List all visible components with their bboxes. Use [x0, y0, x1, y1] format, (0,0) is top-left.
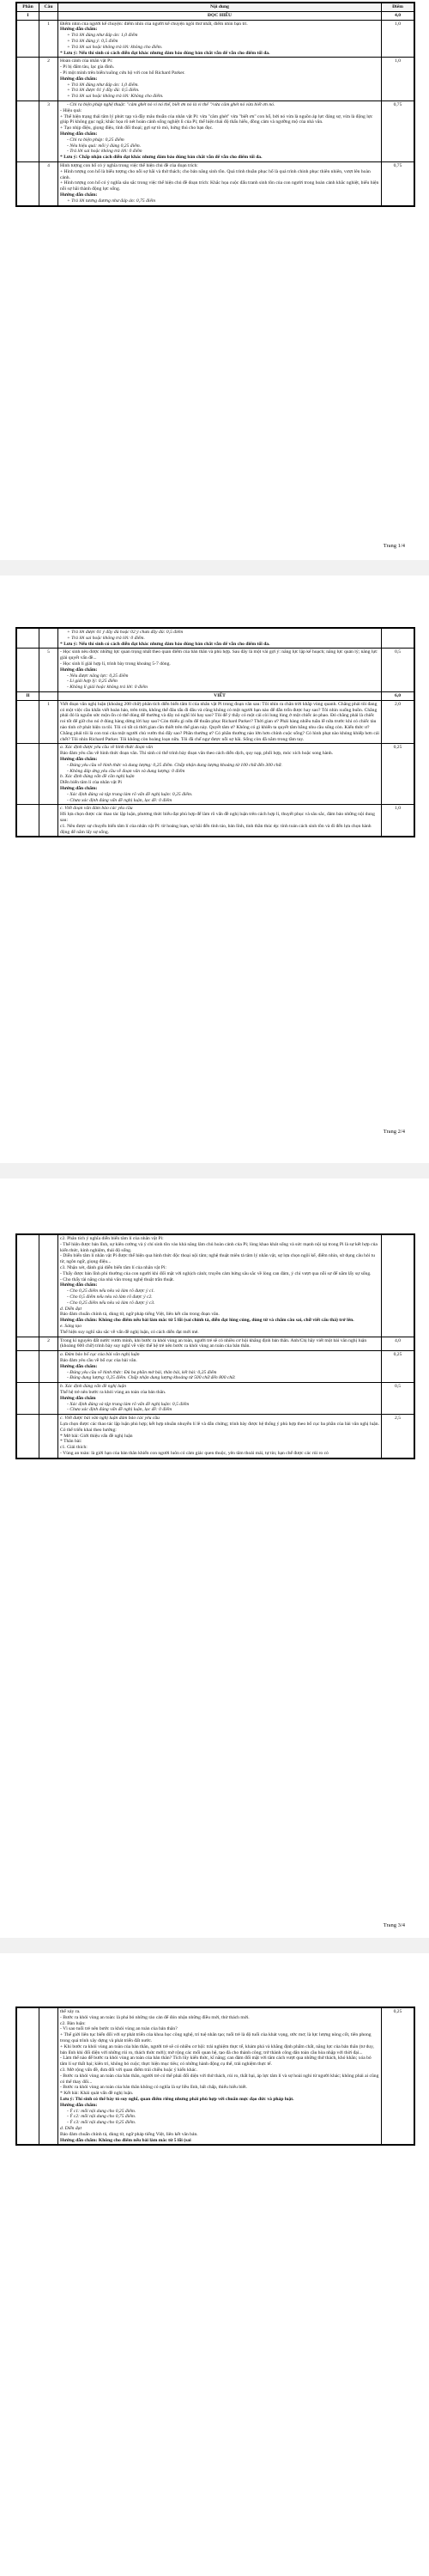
- row-content: [58, 1383, 382, 1415]
- table-row: [17, 744, 414, 805]
- section-part: II: [17, 691, 39, 700]
- content-line: - Xác định đúng và tập trung làm rõ vấn đề nghị luận: 0,25 điểm.: [67, 791, 193, 797]
- row-score: 4,0: [382, 1337, 414, 1351]
- section-part: I: [17, 11, 39, 20]
- content-line: + Tạo nhịp điệu, giọng điệu, tính đối thoại; gợi sự tò mò, hứng thú cho bạn đọc.: [60, 125, 214, 131]
- content-line: Hướng dẫn chấm:: [60, 1282, 98, 1288]
- content-line: + Trả lời đúng như đáp án: 1,0 điểm: [67, 33, 138, 39]
- content-line: c. Viết đoạn văn đảm bảo các yêu cầu: [60, 806, 133, 812]
- content-line: + Trả lời được 01 ý đầy đủ hoặc 02 ý chưa đầy đủ: 0,5 điểm: [67, 630, 184, 635]
- content-line: c2. Bàn luận:: [60, 2020, 86, 2026]
- row-content: [58, 100, 382, 161]
- page-number: Trang 3/4: [383, 1922, 405, 1928]
- content-line: Hướng dẫn chấm:: [60, 785, 98, 791]
- row-score: [382, 1235, 414, 1337]
- content-line: Hướng dẫn chấm:: [60, 76, 98, 82]
- content-line: Bảo đảm yêu cầu về bố cục của bài văn.: [60, 1357, 137, 1363]
- content-line: Hướng dẫn chấm: [60, 1395, 96, 1401]
- content-line: Hướng dẫn chấm: Không cho điểm nếu bài làm mắc từ 5 lỗi (sai: [60, 2137, 191, 2143]
- content-line: + Hình tượng con hổ có ý nghĩa sâu sắc trong việc thể hiện chủ đề đoạn trích: Khắc họa cuộc đấu tranh sinh tồn của con người trong hoàn cảnh khắc nghiệt, biểu hiện nỗi sợ hãi thành động lực sống.: [60, 180, 379, 192]
- row-content: [58, 805, 382, 837]
- content-line: - Nêu hiệu quả: mỗi ý đúng 0,25 điểm.: [67, 143, 142, 149]
- content-line: + Trả lời sai hoặc không trả lời: không cho điểm.: [67, 44, 163, 50]
- table-row: [17, 20, 414, 58]
- content-line: c. Viết được bài văn nghị luận đảm bảo các yêu cầu: [60, 1416, 160, 1422]
- row-score: 1,0: [382, 20, 414, 58]
- row-score: 0,75: [382, 100, 414, 161]
- content-line: - Vì sao tuổi trẻ nên bước ra khỏi vùng an toàn của bản thân?: [60, 2026, 178, 2032]
- section-title: VIẾT: [58, 691, 382, 700]
- question-number: [39, 629, 58, 649]
- content-line: Bảo đảm yêu cầu về hình thức đoạn văn. Thí sinh có thể trình bày đoạn văn theo cách diễn dịch, quy nạp, phối hợp, móc xích hoặc song hành.: [60, 751, 334, 757]
- content-line: Hướng dẫn chấm:: [60, 192, 98, 198]
- row-score: 1,0: [382, 805, 414, 837]
- row-content: [58, 1351, 382, 1383]
- content-line: - Bước ra khỏi vùng an toàn của bản thân không có nghĩa là sự liều lĩnh, bất chấp, thiếu hiểu biết.: [60, 2085, 248, 2091]
- content-line: Hướng dẫn chấm:: [60, 27, 98, 33]
- content-line: - Đúng yêu cầu về hình thức: Đủ ba phần mở bài, thân bài, kết bài: 0,25 điểm: [67, 1369, 217, 1375]
- content-line: Hướng dẫn chấm:: [60, 756, 98, 762]
- content-line: Hướng dẫn chấm:: [60, 1363, 98, 1369]
- row-score: [382, 629, 414, 649]
- question-number: [39, 1415, 58, 1459]
- content-line: + Trả lời sai hoặc không trả lời: Không cho điểm.: [67, 94, 164, 100]
- table-row: [17, 1337, 414, 1351]
- content-line: + Thế giới liên tục biến đổi với sự phát triển của khoa học công nghệ, trí tuệ nhân tạo; tuổi trẻ là độ tuổi của khát vọng, ước mơ; là lực lượng nòng cốt, tiên phong trong quá trình xây dựng và phát triển đất nước.: [60, 2032, 372, 2043]
- content-line: a. Đảm bảo bố cục của bài văn nghị luận: [60, 1352, 140, 1358]
- row-score: 0,25: [382, 1351, 414, 1383]
- content-line: - Không lí giải hoặc không trả lời: 0 điểm: [67, 685, 148, 691]
- content-line: - Đúng dung lượng: 0,25 điểm. Chấp nhận dung lượng khoảng từ 500 chữ đến 800 chữ.: [67, 1375, 236, 1381]
- question-number: 1: [39, 700, 58, 744]
- content-line: - Học sinh lí giải hợp lí, trình bày trong khoảng 5-7 dòng.: [60, 661, 171, 667]
- content-line: - Cho thấy tài năng của nhà văn trong nghệ thuật trần thuật.: [60, 1276, 175, 1282]
- section-score: 6,0: [382, 691, 414, 700]
- grading-table-page-1: [15, 2, 415, 207]
- content-line: e. Sáng tạo: [60, 1323, 82, 1329]
- content-line: d. Diễn đạt: [60, 1306, 82, 1312]
- row-score: 1,0: [382, 58, 414, 101]
- content-line: Thế hệ trẻ nên bước ra khỏi vùng an toàn của bản thân.: [60, 1389, 166, 1395]
- content-line: + Hình tượng con hổ là biểu tượng cho nỗi sợ hãi và thử thách; cho bản năng sinh tồn. Quá trình thuần phục hổ là quá trình chinh phục thiên nhiên, vượt lên hoàn cảnh.: [60, 168, 371, 180]
- content-line: - Học sinh nêu được những lực quan trọng nhất theo quan điểm của bản thân và phù hợp. Sau đây là một vài gợi ý: năng lực lập kế hoạch; năng lực quản lý; năng lực giải quyết vấn đề...: [60, 649, 378, 661]
- page-2: [0, 577, 429, 1161]
- content-line: c3. Nhận xét, đánh giá diễn biến tâm lí của nhân vật Pi:: [60, 1264, 166, 1270]
- content-line: c1. Giải thích:: [60, 1445, 88, 1451]
- content-line: - Pi một mình trên biển/xuồng cứu hộ với con hổ Richard Parker.: [60, 70, 185, 76]
- content-line: Bảo đảm chuẩn chính tả, dùng từ, ngữ pháp tiếng Việt, liên kết câu trong đoạn văn.: [60, 1312, 220, 1318]
- content-line: HS lựa chọn được các thao tác lập luận, phương thức biểu đạt phù hợp để làm rõ vấn đề nghị luận trên cách hợp lí, thuyết phục và sâu sắc, đảm bảo những nội dung sau:: [60, 812, 375, 823]
- content-line: - Trả lời sai hoặc không trả lời: 0 điểm: [67, 149, 142, 155]
- row-score: 0,5: [382, 1383, 414, 1415]
- content-line: - Bước ra khỏi vùng an toàn: là phá bỏ những rào cản để đón nhận những điều mới, thử thách mới.: [60, 2014, 250, 2020]
- content-line: Hướng dẫn chấm: Không cho điểm nếu bài làm mắc từ 5 lỗi (sai chính tả, diễn đạt lủng củng, dùng từ và chấm câu sai, chữ viết cẩu thả) trở lên.: [60, 1318, 354, 1324]
- content-line: - Ý c1: mỗi nội dung cho 0,25 điểm.: [67, 2108, 136, 2114]
- table-row: [17, 700, 414, 744]
- row-content: [58, 700, 382, 744]
- content-line: thể xảy ra.: [60, 2009, 81, 2014]
- grading-table-page-4: [15, 2007, 415, 2146]
- content-line: - Lí giải hợp lý: 0,25 điểm: [67, 679, 118, 685]
- page-gap: [0, 1938, 429, 1953]
- content-line: - Chưa xác định đúng vấn đề nghị luận, lạc đề: 0 điểm: [67, 797, 172, 803]
- content-line: * Lưu ý: Chấp nhận cách diễn đạt khác nhưng đảm bảo đúng bản chất vẫn để vẫn cho điểm tối đa.: [60, 155, 263, 161]
- row-content: [58, 161, 382, 205]
- content-line: Hình tượng con hổ có ý nghĩa trong việc thể hiện chủ đề của đoạn trích:: [60, 162, 198, 168]
- page4-content: [58, 2008, 382, 2145]
- content-line: - Thể hiện được bản lĩnh, sự kiên cường và ý chí sinh tồn vào khả năng lâm chủ hoàn cảnh của Pi; lòng khao khát sống và sức mạnh nội tại trong Pi là sự kết hợp của kiến thức, kinh nghiệm, thái độ sống.: [60, 1241, 378, 1253]
- table-row: [17, 805, 414, 837]
- row-score: 0,25: [382, 2008, 414, 2145]
- content-line: b. Xác định đúng vấn đề cần nghị luận: [60, 774, 135, 780]
- header-score: Điểm: [382, 3, 414, 12]
- row-content: [58, 58, 382, 101]
- section-title: ĐỌC HIỂU: [58, 11, 382, 20]
- content-line: d. Diễn đạt: [60, 2125, 82, 2131]
- row-content: [58, 1337, 382, 1351]
- section-score: 4,0: [382, 11, 414, 20]
- page-number: Trang 1/4: [383, 543, 405, 549]
- row-content: [58, 649, 382, 692]
- question-number: 1: [39, 20, 58, 58]
- content-line: Hướng dẫn chấm:: [60, 667, 98, 673]
- grading-table-page-3: [15, 1233, 415, 1459]
- content-line: - Bước ra khỏi vùng an toàn của bản thân, người trẻ có thể phải đối diện với thử thách, rủi ro, thất bại, áp lực tâm lí và sự hoài nghi từ người khác; không phải ai cũng có thể thay đổi...: [60, 2073, 379, 2085]
- row-content: [58, 20, 382, 58]
- content-line: Hướng dẫn chấm:: [60, 2102, 98, 2108]
- content-line: - Hiệu quả:: [60, 107, 82, 113]
- content-line: + Trả lời đúng như đáp án: 1,0 điểm.: [67, 82, 139, 88]
- content-line: - Làm thế nào để bước ra khỏi vùng an toàn của bản thân? Tích lũy kiến thức, kĩ năng; can đảm đối mặt với tâm cách vượt qua những thử thách, khó khăn; xóa bỏ tâm lí sợ thất bại; kiên trì, không bỏ cuộc; thực hiện mục tiêu; có những hành động cụ thể, trải nghiệm thực tế.: [60, 2055, 372, 2067]
- row-score: 2,5: [382, 1415, 414, 1459]
- content-line: Viết đoạn văn nghị luận (khoảng 200 chữ) phân tích diễn biến tâm lí của nhân vật Pi trong đoạn văn sau: Tôi nhìn ra chân trời khắp vùng quanh. Chẳng phải tôi đang có một việc cần khẩn viết hoàn hảo, trên trứa, không thể đâu tấu đi đâu và cũng không có một người bạn nào để dẫn trốn được hay sao? Tôi nhìn xuống buồn. Chẳng phải đó là nguồn sức mộn ổn có thể dùng để thường và dãy nó nghĩ lỏi hay sao? Tôi để ý thấy có một cái còi lung lủng ở một chiếc áo phao. Đó chẳng phải là chiếc roi tốt để giữ cho nó ở đúng hàng dừng lời hay sao? Còn thiếu gì nữa để thuần phục Richard Parker? Thời gian ư? Phải hàng nhiều tuần lễ nữa trước khi có chiếc tàu nào tình cờ phát hiện ra tôi. Tôi có tất cả thời gian cần thiết trên thế gian này. Quyết tâm ư? Không có gì khiến ta quyết tâm bằng nhu cầu sống còn. Kiến thức ư? Chẳng phải tôi là con trai của một người chủ vườn thú đấy sao? Phần thưởng ư? Có phần thưởng nào lớn hơn chính cuộc sống? Có hình phạt nào khủng khiếp hơn cái chết? Tôi nhìn Richard Parker. Tôi không còn hoảng loạn nữa. Tôi đã chế ngự được nỗi sợ hãi. Sống còn đã nằm trong tầm tay.: [60, 701, 379, 742]
- content-line: - Diễn biến tâm lí nhân vật Pi được thể hiện qua hình thức độc thoại nội tâm; nghệ thuật miêu tả tâm lý nhân vật, sự lựa chọn ngôi kể, điểm nhìn, sử dụng câu hỏi tu từ, ngôn ngữ, giọng điệu...: [60, 1253, 376, 1265]
- question-number: 2: [39, 1337, 58, 1351]
- content-line: * Thân bài:: [60, 1439, 82, 1445]
- grading-table-page-2: [15, 627, 415, 837]
- table-row: [17, 161, 414, 205]
- content-line: + Trả lời tương đương như đáp án: 0,75 điểm: [67, 198, 155, 204]
- page-1: [0, 0, 429, 558]
- question-number: [39, 1235, 58, 1337]
- content-line: - Ý c3: mỗi nội dung cho 0,25 điểm.: [67, 2120, 136, 2126]
- content-line: - Ý c2: mỗi nội dung cho 0,75 điểm.: [67, 2114, 136, 2120]
- content-line: - Cho 0,5 điểm nếu nêu và làm rõ được ý c2.: [67, 1294, 153, 1300]
- header-question: Câu: [39, 3, 58, 12]
- row-content: [58, 629, 382, 649]
- content-line: - Thấy được bản lĩnh phi thường của con người khi đối mặt với nghịch cảnh; truyền cảm hứng sâu sắc về lòng can đảm, ý chí vượt qua nỗi sợ để nắm lấy sự sống.: [60, 1270, 372, 1276]
- row-score: 0,25: [382, 744, 414, 805]
- content-line: Lựa chọn được các thao tác lập luận phù hợp; kết hợp nhuần nhuyễn lí lẽ và dẫn chứng; trình bày được hệ thống ý phù hợp theo bố cục ba phần của bài văn nghị luận. Có thể triển khai theo hướng:: [60, 1421, 379, 1433]
- row-score: 0,75: [382, 161, 414, 205]
- page-number: Trang 2/4: [383, 1129, 405, 1135]
- page-gap: [0, 560, 429, 575]
- question-number: 4: [39, 161, 58, 205]
- content-line: Hướng dẫn chấm:: [60, 131, 98, 137]
- content-line: - Pi bị đắm tàu, lạc gia đình.: [60, 64, 115, 70]
- table-row: [17, 1351, 414, 1383]
- table-row: [17, 1415, 414, 1459]
- header-part: Phần: [17, 3, 39, 12]
- page-gap: [0, 1163, 429, 1178]
- content-line: * Lưu ý: Nếu thí sinh có cách diễn đạt khác nhưng đảm bảo đúng bản chất vẫn để vẫn cho điểm tối đa.: [60, 50, 270, 56]
- content-line: + Trả lời đúng ý: 0,5 điểm: [67, 38, 118, 44]
- content-line: b. Xác định đúng vấn đề nghị luận: [60, 1384, 127, 1390]
- row-content: [58, 1415, 382, 1459]
- content-line: Lưu ý: Thí sinh có thể bày tỏ suy nghĩ, quan điểm riêng nhưng phải phù hợp với chuẩn mực đạo đức và pháp luật.: [60, 2096, 294, 2102]
- question-number: [39, 1351, 58, 1383]
- question-number: [39, 1383, 58, 1415]
- content-line: + Thể hiện trạng thái tâm lý phức tạp và đầy mâu thuẫn của nhân vật Pi: vừa "căm ghét" vừa "biết ơn" con hổ, bởi nó vừa là nguồn áp lực đáng sợ, vừa là động lực giúp Pi không gục ngã; khắc họa rõ nét hoàn cảnh sống nghiệt lì của Pi; thể hiện thái độ thấu hiểu, đồng cảm và ngưỡng mộ của nhà văn.: [60, 113, 373, 125]
- page-3: [0, 1180, 429, 1936]
- content-line: Điểm nhìn của người kể chuyện: điểm nhìn của người kể chuyện ngôi thứ nhất, điểm nhìn bạn trí.: [60, 21, 248, 27]
- question-number: 2: [39, 58, 58, 101]
- content-line: Hoàn cảnh của nhân vật Pi:: [60, 58, 113, 64]
- content-line: - Không đáp ứng yêu cầu về đoạn văn và dung lượng: 0 điểm: [67, 768, 185, 774]
- content-line: - Chỉ ra biện pháp: 0,25 điểm: [67, 137, 124, 143]
- content-line: - Xác định đúng và tập trung làm rõ vấn đề nghị luận: 0,5 điểm: [67, 1401, 190, 1407]
- table-row: [17, 58, 414, 101]
- table-row: [17, 629, 414, 649]
- header-content: Nội dung: [58, 3, 382, 12]
- content-line: - Nêu được năng lực: 0,25 điểm: [67, 673, 129, 679]
- content-line: Thể hiện suy nghĩ sâu sắc về vấn đề nghị luận, có cách diễn đạt mới mẻ.: [60, 1329, 199, 1335]
- content-line: + Khi bước ra khỏi vùng an toàn của bản thân, người trẻ sẽ có nhiều cơ hội: trải nghiệm thực tế, khám phá và khẳng định phẩm chất, năng lực của bản thân (tư duy, bản lĩnh khi đối diện với những rủi ro, thách thức mới); mở rộng các mối quan hệ, tạo đà cho thành công; trở thành công dân toàn cầu hòa nhập với thời đại...: [60, 2043, 374, 2055]
- content-line: - Đúng yêu cầu về hình thức và dung lượng: 0,25 điểm. Chấp nhận dung lượng khoảng từ 100 chữ đến 300 chữ.: [67, 762, 282, 768]
- content-line: * Mở bài: Giới thiệu vấn đề nghị luận: [60, 1433, 133, 1439]
- content-line: c3. Mở rộng vấn đề, đưa đối với quan điểm trái chiều hoặc ý kiến khác.: [60, 2067, 197, 2073]
- content-line: + Trả lời được 01 ý đầy đủ: 0,5 điểm.: [67, 88, 140, 94]
- content-line: - Cho 0,25 điểm nếu nêu và làm rõ được ý c3.: [67, 1300, 155, 1306]
- question-number: [39, 805, 58, 837]
- table-row: [17, 100, 414, 161]
- content-line: + Trả lời sai hoặc không trả lời: 0 điểm.: [67, 635, 145, 641]
- table-row: [17, 1235, 414, 1337]
- question-number: 5: [39, 649, 58, 692]
- content-line: a. Xác định được yêu cầu về hình thức đoạn văn: [60, 745, 154, 751]
- row-score: 0,5: [382, 649, 414, 692]
- question-number: [39, 744, 58, 805]
- row-content: [58, 1235, 382, 1337]
- row-content: [58, 744, 382, 805]
- content-line: - Chỉ ra biện pháp nghệ thuật: "cảm ghét nó vì nó thế, biết ơn nó là vì thế "/vừa căm ghét nó vừa biết ơn nó.: [67, 101, 275, 107]
- table-row: [17, 649, 414, 692]
- page-4: [0, 1955, 429, 2576]
- content-line: - Vùng an toàn: là giới hạn của bản thân khiến con người luôn có cảm giác quen thuộc, yên tâm thoải mái, tự tin; hạn chế được các rủi ro có: [60, 1450, 329, 1456]
- content-line: * Kết bài: Khái quát vấn đề nghị luận.: [60, 2091, 134, 2097]
- question-number: 3: [39, 100, 58, 161]
- content-line: * Lưu ý: Nếu thí sinh có cách diễn đạt khác nhưng đảm bảo đúng bản chất vẫn để vẫn cho điểm tối đa.: [60, 641, 270, 647]
- content-line: Bảo đảm chuẩn chính tả, dùng từ, ngữ pháp tiếng Việt, liên kết văn bản.: [60, 2131, 198, 2137]
- content-line: - Chưa xác định đúng vấn đề nghị luận, lạc đề: 0 điểm: [67, 1407, 172, 1413]
- row-score: 2,0: [382, 700, 414, 744]
- content-line: Diễn biến tâm lí của nhân vật Pi: [60, 780, 122, 786]
- content-line: c2. Phân tích ý nghĩa diễn biến tâm lí của nhân vật Pi:: [60, 1236, 164, 1241]
- content-line: c1. Nêu được sự chuyển biến tâm lí của nhân vật Pi: từ hoảng loạn, sợ hãi đến tỉnh táo, bản lĩnh, tinh thần thúc ép: tính toán cách sinh tồn và đi đến lựa chọn hành động để nắm lấy sự sống.: [60, 823, 372, 835]
- content-line: - Cho 0,25 điểm nếu nêu và làm rõ được ý c1.: [67, 1288, 155, 1294]
- content-line: Trong kí nguyên đất nước vươn mình, khi bước ra khỏi vùng an toàn, người trẻ sẽ có nhiều cơ hội khẳng định bản thân. Anh/Chị hãy viết một bài văn nghị luận (khoảng 600 chữ) trình bày suy nghĩ về việc thế hệ trẻ nên bước ra khỏi vùng an toàn của bản thân.: [60, 1337, 367, 1349]
- table-row: [17, 1383, 414, 1415]
